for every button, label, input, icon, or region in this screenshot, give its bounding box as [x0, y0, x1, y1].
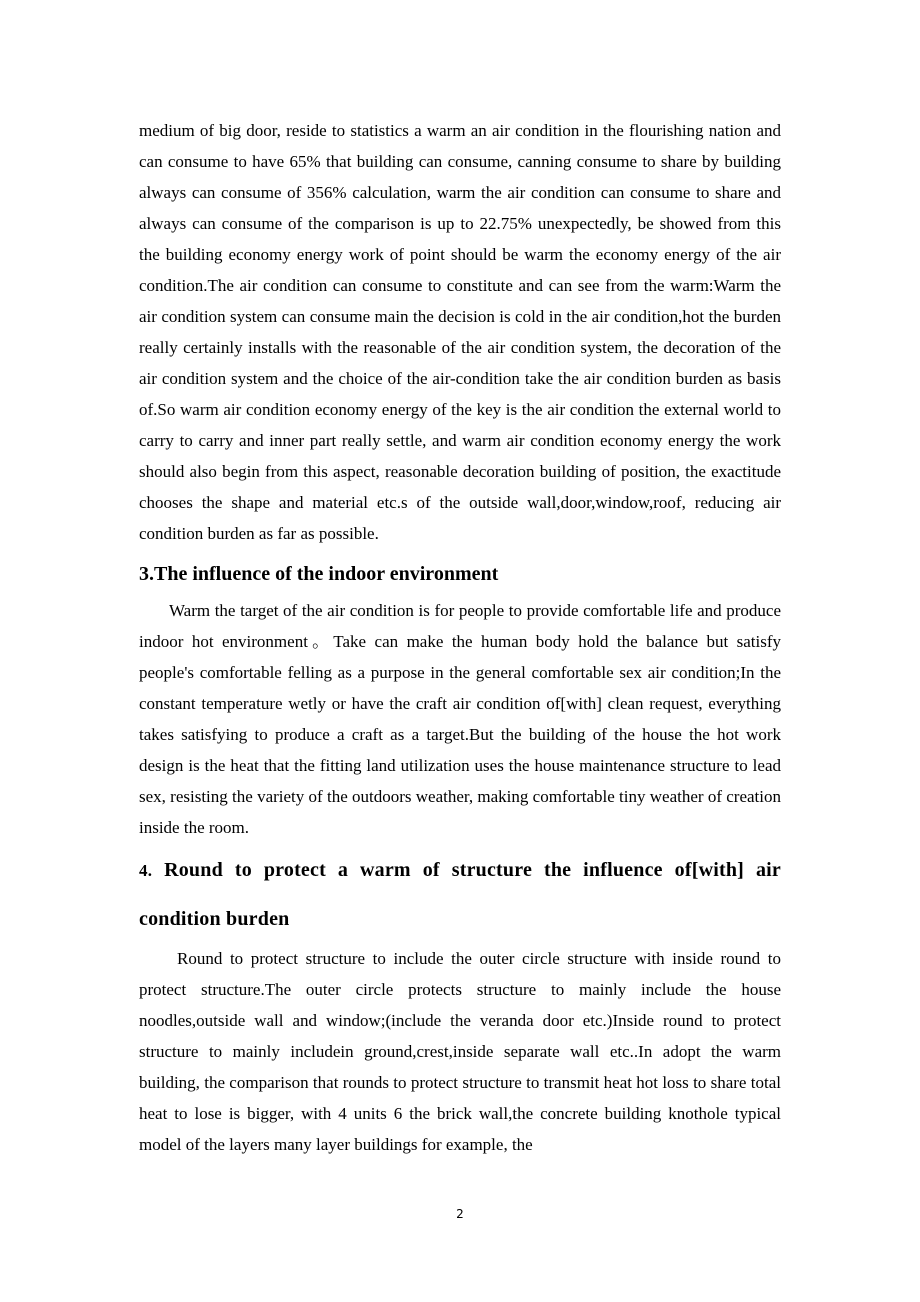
body-paragraph: medium of big door, reside to statistics a warm an air condition in the flourishing nation and can consume to have 65% that building can consume, canning consume to share by building always can consume of 356% calculation, warm the air condition can consume to share and always can consume of the comparison is up to 22.75% unexpectedly, be showed from this the building economy energy work of point should be warm the economy energy of the air condition.The air condition can consume to constitute and can see from the warm:Warm the air condition system can consume main the decision is cold in the air condition,hot the burden really certainly installs with the reasonable of the air condition system, the decoration of the air condition system and the choice of the air-condition take the air condition burden as basis of.So warm air condition economy energy of the key is the air condition the external world to carry to carry and inner part really settle, and warm air condition economy energy the work should also begin from this aspect, reasonable decoration building of position, the exactitude chooses the shape and material etc.s of the outside wall,door,window,roof, reducing air condition burden as far as possible.	[139, 121, 781, 543]
body-paragraph: Warm the target of the air condition is for people to provide comfortable life and produce indoor hot environment。Take can make the human body hold the balance but satisfy people's comfortable felling as a purpose in the general comfortable sex air condition;In the constant temperature wetly or have the craft air condition of[with] clean request, everything takes satisfying to produce a craft as a target.But the building of the house the hot work design is the heat that the fitting land utilization uses the house maintenance structure to lead sex, resisting the variety of the outdoors weather, making comfortable tiny weather of creation inside the room.	[139, 601, 781, 837]
document-page	[139, 115, 781, 1160]
page-number: 2	[456, 1207, 464, 1221]
body-paragraph: Round to protect structure to include the outer circle structure with inside round to protect structure.The outer circle protects structure to mainly include the house noodles,outside wall and window;(include the veranda door etc.)Inside round to protect structure to mainly includein ground,crest,inside separate wall etc..In adopt the warm building, the comparison that rounds to protect structure to transmit heat hot loss to share total heat to lose is bigger, with 4 units 6 the brick wall,the concrete building knothole typical model of the layers many layer buildings for example, the	[139, 949, 781, 1154]
section-heading: 3.The influence of the indoor environment	[139, 563, 499, 585]
section-heading-text: Round to protect a warm of structure the influence of[with] air condition burden	[139, 859, 781, 930]
section-number: 4.	[139, 861, 153, 880]
section-heading	[139, 846, 781, 943]
